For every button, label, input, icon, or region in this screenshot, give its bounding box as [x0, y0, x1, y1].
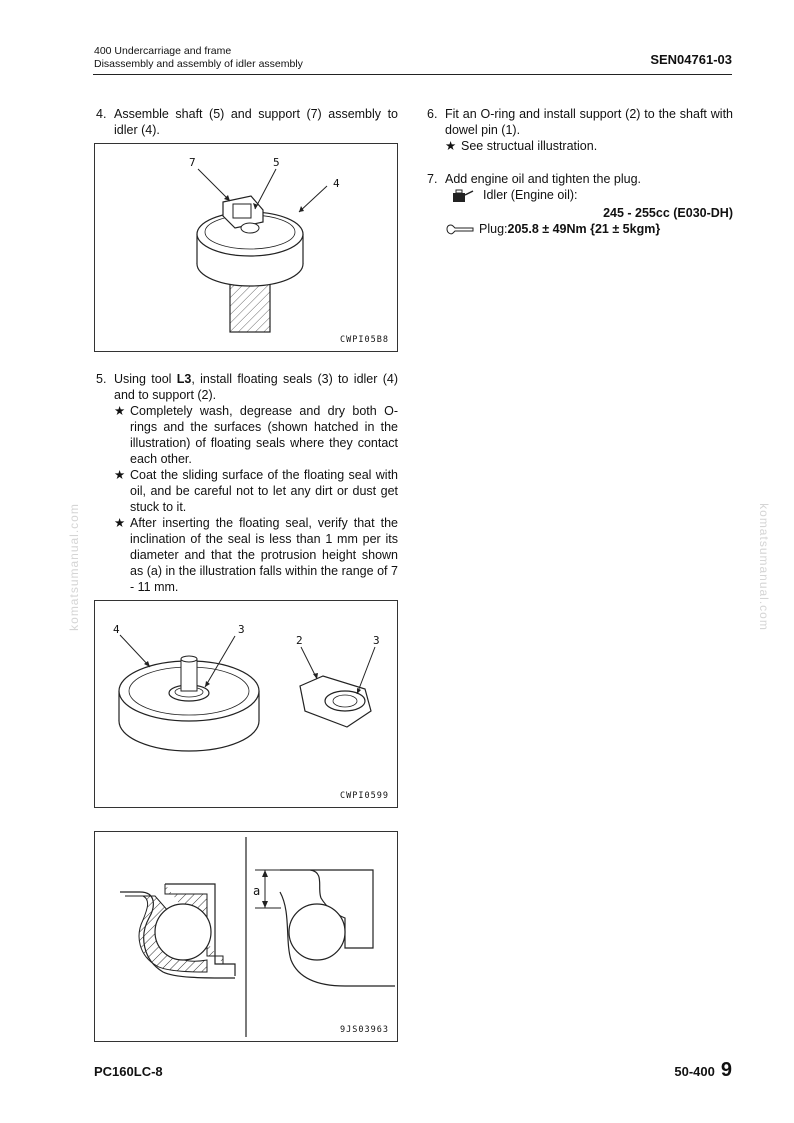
note-text: Completely wash, degrease and dry both O-rings and the surfaces (shown hatched in the illustration) of floating seals where they contact each other. [130, 404, 398, 466]
section-title: 400 Undercarriage and frame [94, 45, 232, 57]
note-structure [445, 138, 733, 154]
note-text: Coat the sliding surface of the floating seal with oil, and be careful not to let any dirt or dust get stuck to it. [130, 468, 398, 514]
step-6-text: Fit an O-ring and install support (2) to the shaft with dowel pin (1). [445, 107, 733, 137]
header-divider [93, 74, 732, 75]
step-5-text-post: , install floating seals (3) to idler (4) and to support (2). [114, 372, 398, 402]
step-7-number: 7. [427, 172, 438, 186]
step-5-text-pre: Using tool [114, 372, 177, 386]
footer-model: PC160LC-8 [94, 1064, 163, 1079]
footer-page [674, 1059, 732, 1082]
figure-code: 9JS03963 [340, 1025, 389, 1035]
star-icon: ★ [445, 139, 457, 153]
oil-label: Idler (Engine oil): [483, 188, 578, 202]
step-5-number: 5. [96, 372, 107, 386]
callout-3: 3 [238, 623, 245, 636]
oil-spec [449, 187, 733, 237]
step-4 [96, 106, 398, 138]
callout-5: 5 [273, 156, 280, 169]
star-icon: ★ [114, 468, 126, 482]
callout-7: 7 [189, 156, 196, 169]
note-text: See structual illustration. [461, 139, 598, 153]
step-6-number: 6. [427, 107, 438, 121]
figure-seal-section [94, 831, 398, 1042]
watermark-right: komatsumanual.com [756, 503, 771, 631]
figure-code: CWPI0599 [340, 791, 389, 801]
dimension-a-label: a [253, 884, 261, 898]
subsection-title: Disassembly and assembly of idler assembly [94, 58, 303, 70]
page-number: 9 [720, 1059, 732, 1081]
watermark-left: komatsumanual.com [66, 503, 81, 631]
tool-name: L3 [176, 372, 192, 386]
callout-4: 4 [113, 623, 120, 636]
step-5 [96, 371, 398, 595]
step-7 [427, 171, 733, 237]
note-2 [114, 467, 398, 515]
oil-value: 245 - 255cc (E030-DH) [603, 206, 733, 220]
callout-4: 4 [333, 177, 340, 190]
step-4-number: 4. [96, 107, 107, 121]
figure-code: CWPI05B8 [340, 335, 389, 345]
note-1 [114, 403, 398, 467]
figure-floating-seals [94, 600, 398, 808]
idler-shaft-illustration [95, 144, 397, 351]
star-icon: ★ [114, 516, 126, 530]
callout-2: 2 [296, 634, 303, 647]
note-3 [114, 515, 398, 595]
oil-can-icon [449, 187, 475, 203]
page-code: 50-400 [674, 1064, 715, 1079]
step-7-text: Add engine oil and tighten the plug. [445, 172, 641, 186]
figure-idler-shaft [94, 143, 398, 352]
wrench-icon [445, 222, 475, 236]
step-6 [427, 106, 733, 154]
seal-section-illustration [95, 832, 397, 1041]
plug-value: 205.8 ± 49Nm {21 ± 5kgm} [507, 222, 661, 236]
plug-label: Plug: [479, 222, 508, 236]
header-section [94, 45, 303, 71]
note-text: After inserting the floating seal, verify that the inclination of the seal is less than 1 mm per its diameter and that the protrusion height shown as (a) in the illustration falls within the range of 7 - 11 mm. [130, 516, 398, 594]
callout-3: 3 [373, 634, 380, 647]
doc-code: SEN04761-03 [650, 52, 732, 67]
floating-seals-illustration [95, 601, 397, 807]
star-icon: ★ [114, 404, 126, 418]
step-4-text: Assemble shaft (5) and support (7) assembly to idler (4). [114, 107, 398, 137]
step-5-text [114, 371, 398, 403]
